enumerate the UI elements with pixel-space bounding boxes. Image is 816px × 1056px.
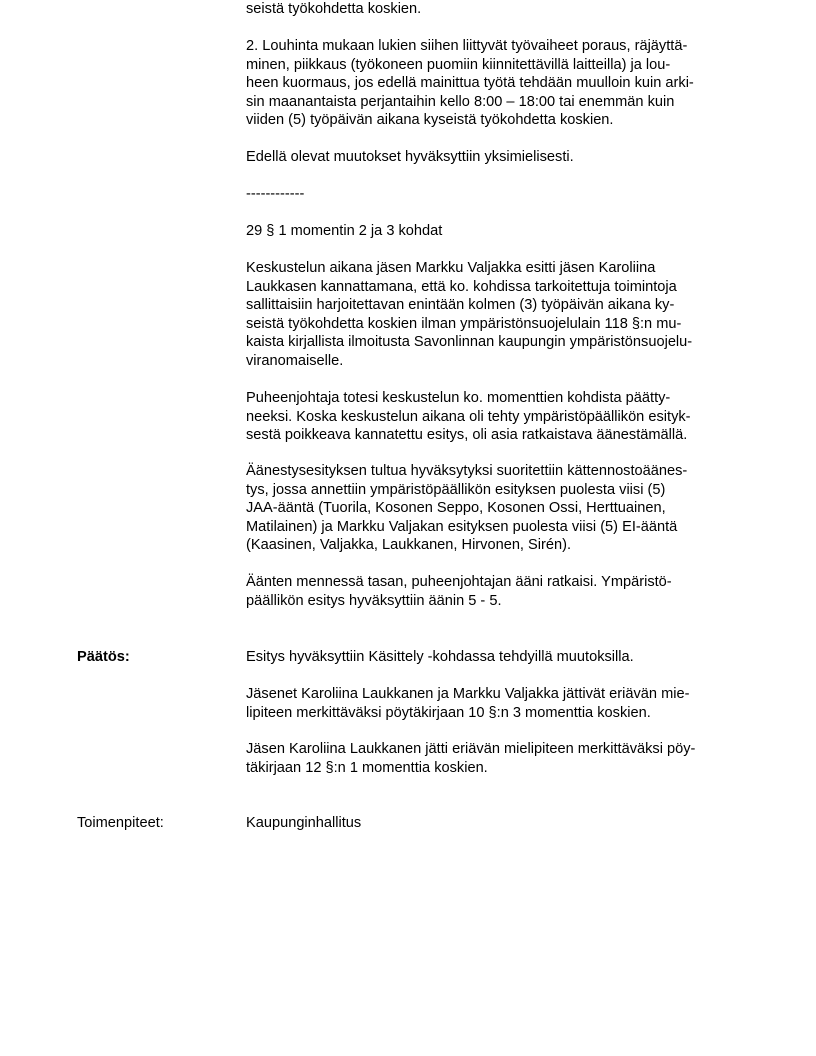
text-line: täkirjaan 12 §:n 1 momenttia koskien. <box>246 759 488 776</box>
text-line: Edellä olevat muutokset hyväksyttiin yksimielisesti. <box>246 149 574 165</box>
text-line: 2. Louhinta mukaan lukien siihen liittyvät työvaiheet poraus, räjäyttä- <box>246 38 688 54</box>
text-line: Matilainen) ja Markku Valjakan esityksen puolesta viisi (5) EI-ääntä <box>246 518 678 535</box>
text-line: Äänten mennessä tasan, puheenjohtajan ääni ratkaisi. Ympäristö- <box>246 574 672 590</box>
text-line: Jäsen Karoliina Laukkanen jätti eriävän mielipiteen merkittäväksi pöy- <box>246 741 696 757</box>
text-line: Jäsenet Karoliina Laukkanen ja Markku Valjakka jättivät eriävän mie- <box>246 686 690 702</box>
actions-label: Toimenpiteet: <box>77 815 164 831</box>
text-line: tys, jossa annettiin ympäristöpäällikön esityksen puolesta viisi (5) <box>246 481 666 498</box>
text-line: (Kaasinen, Valjakka, Laukkanen, Hirvonen, Sirén). <box>246 537 572 553</box>
text-line: lipiteen merkittäväksi pöytäkirjaan 10 §:n 3 momenttia koskien. <box>246 704 651 721</box>
text-line: sallittaisiin harjoitettavan enintään kolmen (3) työpäivän aikana ky- <box>246 297 675 313</box>
decision-label: Päätös: <box>77 649 130 665</box>
text-line: seistä työkohdetta koskien. <box>246 1 422 17</box>
text-line: päällikön esitys hyväksyttiin äänin 5 - 5. <box>246 592 502 609</box>
text-line: seistä työkohdetta koskien ilman ympäristönsuojelulain 118 §:n mu- <box>246 315 682 332</box>
text-line: JAA-ääntä (Tuorila, Kosonen Seppo, Kosonen Ossi, Herttuainen, <box>246 500 666 516</box>
text-line: Puheenjohtaja totesi keskustelun ko. momenttien kohdista päätty- <box>246 390 671 406</box>
text-line: viranomaiselle. <box>246 352 344 369</box>
text-line: Laukkasen kannattamana, että ko. kohdissa tarkoitettuja toimintoja <box>246 278 677 295</box>
text-line: Äänestysesityksen tultua hyväksytyksi suoritettiin kättennostoäänes- <box>246 463 688 479</box>
text-line: minen, piikkaus (työkoneen puomiin kiinnitettävillä laitteilla) ja lou- <box>246 56 671 73</box>
text-line: heen kuormaus, jos edellä mainittua työtä tehdään muulloin kuin arki- <box>246 75 694 91</box>
text-line: kaista kirjallista ilmoitusta Savonlinnan kaupungin ympäristönsuojelu- <box>246 334 693 350</box>
text-line: neeksi. Koska keskustelun aikana oli tehty ympäristöpäällikön esityk- <box>246 408 691 425</box>
text-line: 29 § 1 momentin 2 ja 3 kohdat <box>246 223 443 239</box>
text-line: viiden (5) työpäivän aikana kyseistä työkohdetta koskien. <box>246 112 614 128</box>
text-line: Esitys hyväksyttiin Käsittely -kohdassa tehdyillä muutoksilla. <box>246 649 634 665</box>
text-line: Keskustelun aikana jäsen Markku Valjakka esitti jäsen Karoliina <box>246 260 656 276</box>
text-line: Kaupunginhallitus <box>246 815 362 831</box>
text-line: sestä poikkeava kannatettu esitys, oli asia ratkaistava äänestämällä. <box>246 427 688 443</box>
text-line: ------------ <box>246 186 305 202</box>
text-line: sin maanantaista perjantaihin kello 8:00 – 18:00 tai enemmän kuin <box>246 93 675 110</box>
